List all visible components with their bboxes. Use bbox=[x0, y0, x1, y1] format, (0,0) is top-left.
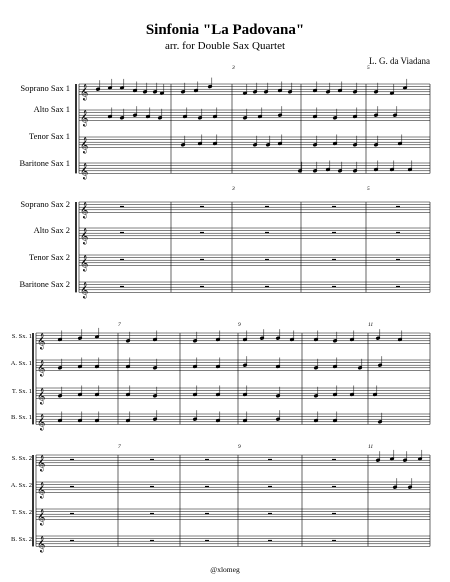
whole-rest bbox=[332, 459, 336, 460]
whole-rest bbox=[70, 459, 74, 460]
treble-clef-icon: 𝄞 bbox=[37, 509, 46, 526]
whole-rest bbox=[332, 540, 336, 541]
whole-rest bbox=[205, 459, 209, 460]
treble-clef-icon: 𝄞 bbox=[80, 163, 89, 180]
measure-number: 9 bbox=[238, 322, 241, 328]
whole-rest bbox=[396, 206, 400, 207]
treble-clef-icon: 𝄞 bbox=[37, 482, 46, 499]
whole-rest bbox=[70, 540, 74, 541]
measure-number: 9 bbox=[238, 444, 241, 450]
part-label-s-sx-1: S. Sx. 1 bbox=[11, 333, 32, 340]
part-label-baritone-sax-2: Baritone Sax 2 bbox=[19, 279, 70, 289]
treble-clef-icon: 𝄞 bbox=[37, 455, 46, 472]
score-subtitle: arr. for Double Sax Quartet bbox=[164, 40, 286, 52]
part-label-a-sx-2: A. Sx. 2 bbox=[10, 482, 32, 489]
whole-rest bbox=[205, 540, 209, 541]
whole-rest bbox=[268, 540, 272, 541]
whole-rest bbox=[150, 486, 154, 487]
part-label-b-sx-1: B. Sx. 1 bbox=[11, 414, 32, 421]
whole-rest bbox=[200, 232, 204, 233]
whole-rest bbox=[120, 206, 124, 207]
composer-credit: L. G. da Viadana bbox=[368, 56, 430, 66]
whole-rest bbox=[396, 286, 400, 287]
measure-number: 7 bbox=[118, 444, 121, 450]
whole-rest bbox=[265, 232, 269, 233]
measure-number: 5 bbox=[367, 186, 370, 192]
whole-rest bbox=[332, 286, 336, 287]
part-label-baritone-sax-1: Baritone Sax 1 bbox=[19, 158, 70, 168]
whole-rest bbox=[120, 286, 124, 287]
whole-rest bbox=[150, 459, 154, 460]
treble-clef-icon: 𝄞 bbox=[80, 84, 89, 101]
part-label-b-sx-2: B. Sx. 2 bbox=[11, 536, 32, 543]
measure-number: 11 bbox=[368, 322, 374, 328]
whole-rest bbox=[332, 513, 336, 514]
measure-number: 5 bbox=[367, 65, 370, 71]
measure-number: 3 bbox=[232, 186, 235, 192]
whole-rest bbox=[70, 486, 74, 487]
whole-rest bbox=[120, 259, 124, 260]
whole-rest bbox=[268, 513, 272, 514]
part-label-s-sx-2: S. Sx. 2 bbox=[11, 455, 32, 462]
part-label-alto-sax-2: Alto Sax 2 bbox=[33, 225, 70, 235]
whole-rest bbox=[396, 259, 400, 260]
part-label-alto-sax-1: Alto Sax 1 bbox=[33, 104, 70, 114]
treble-clef-icon: 𝄞 bbox=[80, 110, 89, 127]
whole-rest bbox=[332, 206, 336, 207]
treble-clef-icon: 𝄞 bbox=[80, 137, 89, 154]
whole-rest bbox=[205, 513, 209, 514]
whole-rest bbox=[265, 206, 269, 207]
part-label-t-sx-1: T. Sx. 1 bbox=[11, 388, 32, 395]
whole-rest bbox=[200, 286, 204, 287]
part-label-soprano-sax-2: Soprano Sax 2 bbox=[20, 199, 70, 209]
footer-credit: @xlomeg bbox=[210, 565, 240, 574]
treble-clef-icon: 𝄞 bbox=[80, 202, 89, 219]
treble-clef-icon: 𝄞 bbox=[80, 282, 89, 299]
part-label-tenor-sax-1: Tenor Sax 1 bbox=[29, 131, 70, 141]
whole-rest bbox=[265, 259, 269, 260]
measure-number: 3 bbox=[232, 65, 235, 71]
whole-rest bbox=[120, 232, 124, 233]
whole-rest bbox=[265, 286, 269, 287]
treble-clef-icon: 𝄞 bbox=[37, 360, 46, 377]
part-label-t-sx-2: T. Sx. 2 bbox=[11, 509, 32, 516]
treble-clef-icon: 𝄞 bbox=[37, 333, 46, 350]
whole-rest bbox=[268, 459, 272, 460]
whole-rest bbox=[200, 206, 204, 207]
whole-rest bbox=[150, 540, 154, 541]
treble-clef-icon: 𝄞 bbox=[80, 228, 89, 245]
treble-clef-icon: 𝄞 bbox=[37, 536, 46, 553]
part-label-soprano-sax-1: Soprano Sax 1 bbox=[20, 83, 70, 93]
treble-clef-icon: 𝄞 bbox=[37, 414, 46, 431]
whole-rest bbox=[70, 513, 74, 514]
whole-rest bbox=[268, 486, 272, 487]
whole-rest bbox=[396, 232, 400, 233]
part-label-a-sx-1: A. Sx. 1 bbox=[10, 360, 32, 367]
whole-rest bbox=[200, 259, 204, 260]
whole-rest bbox=[205, 486, 209, 487]
whole-rest bbox=[150, 513, 154, 514]
score-title: Sinfonia "La Padovana" bbox=[145, 22, 305, 38]
whole-rest bbox=[332, 486, 336, 487]
measure-number: 11 bbox=[368, 444, 374, 450]
treble-clef-icon: 𝄞 bbox=[37, 388, 46, 405]
measure-number: 7 bbox=[118, 322, 121, 328]
whole-rest bbox=[332, 232, 336, 233]
part-label-tenor-sax-2: Tenor Sax 2 bbox=[29, 252, 70, 262]
whole-rest bbox=[332, 259, 336, 260]
treble-clef-icon: 𝄞 bbox=[80, 255, 89, 272]
